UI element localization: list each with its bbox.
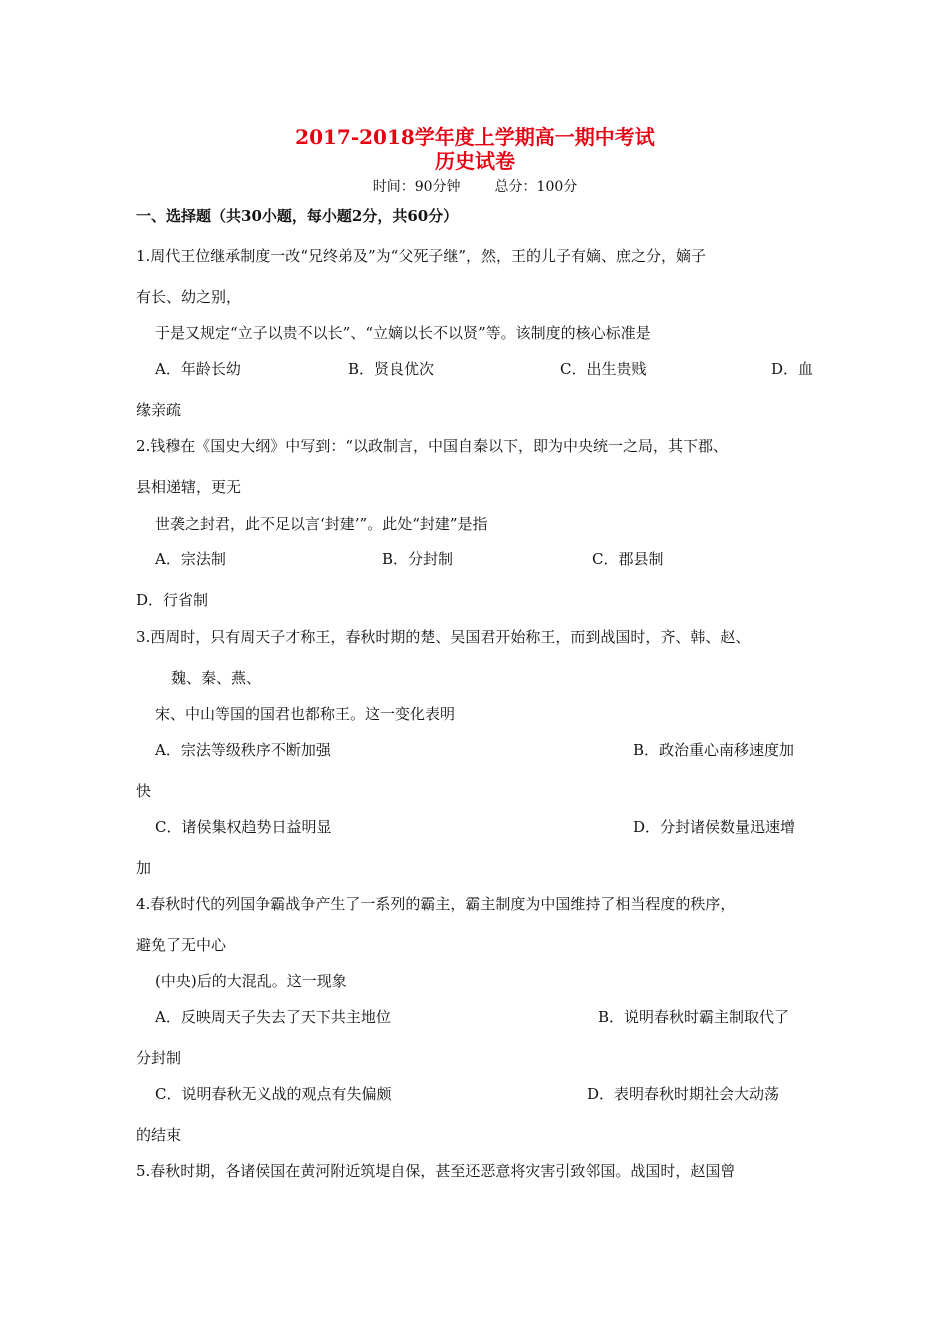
question-3-line-2: 魏、秦、燕、 xyxy=(171,669,262,687)
question-2-option-b: B．分封制 xyxy=(382,550,454,568)
question-4-option-b-continued: 分封制 xyxy=(136,1049,182,1067)
question-1-line-2: 有长、幼之别， xyxy=(136,288,242,306)
question-3-option-d: D．分封诸侯数量迅速增 xyxy=(633,818,796,836)
exam-meta xyxy=(0,178,950,196)
question-5-line-1: 5.春秋时期，各诸侯国在黄河附近筑堤自保，甚至还恶意将灾害引致邻国。战国时，赵国曾 xyxy=(136,1162,736,1180)
question-4-option-a: A．反映周天子失去了天下共主地位 xyxy=(155,1008,391,1026)
question-1-option-b: B．贤良优次 xyxy=(348,360,435,378)
question-1-line-3: 于是又规定“立子以贵不以长”、“立嫡以长不以贤”等。该制度的核心标准是 xyxy=(155,324,651,342)
question-4-option-b: B．说明春秋时霸主制取代了 xyxy=(598,1008,790,1026)
question-1-line-1: 1.周代王位继承制度一改“兄终弟及”为“父死子继”，然，王的儿子有嫡、庶之分，嫡子 xyxy=(136,247,706,265)
question-4-option-d: D．表明春秋时期社会大动荡 xyxy=(587,1085,780,1103)
question-2-line-3: 世袭之封君，此不足以言‘封建’”。此处“封建”是指 xyxy=(155,515,488,533)
question-4-line-2: 避免了无中心 xyxy=(136,936,227,954)
question-4-line-1: 4.春秋时代的列国争霸战争产生了一系列的霸主，霸主制度为中国维持了相当程度的秩序， xyxy=(136,895,736,913)
question-4-line-3: (中央)后的大混乱。这一现象 xyxy=(155,972,347,990)
question-3-line-3: 宋、中山等国的国君也都称王。这一变化表明 xyxy=(155,705,456,723)
question-3-option-c: C．诸侯集权趋势日益明显 xyxy=(155,818,332,836)
question-2-line-1: 2.钱穆在《国史大纲》中写到：“以政制言，中国自秦以下，即为中央统一之局，其下郡、 xyxy=(136,437,728,455)
question-2-option-d: D．行省制 xyxy=(136,591,209,609)
question-4-option-c: C．说明春秋无义战的观点有失偏颇 xyxy=(155,1085,392,1103)
exam-title: 2017-2018学年度上学期高一期中考试 xyxy=(295,125,655,149)
question-2-option-a: A．宗法制 xyxy=(155,550,226,568)
question-3-option-b-continued: 快 xyxy=(136,782,152,800)
question-1-option-c: C．出生贵贱 xyxy=(560,360,647,378)
question-3-option-d-continued: 加 xyxy=(136,859,152,877)
question-1-option-a: A．年龄长幼 xyxy=(155,360,241,378)
section-heading: 一、选择题（共30小题，每小题2分，共60分） xyxy=(136,207,459,225)
question-1-option-d-continued: 缘亲疏 xyxy=(136,401,182,419)
question-3-option-b: B．政治重心南移速度加 xyxy=(633,741,795,759)
question-1-option-d: D．血 xyxy=(771,360,814,378)
question-2-option-c: C．郡县制 xyxy=(592,550,664,568)
question-3-line-1: 3.西周时，只有周天子才称王，春秋时期的楚、吴国君开始称王，而到战国时，齐、韩、赵、 xyxy=(136,628,751,646)
question-4-option-d-continued: 的结束 xyxy=(136,1126,182,1144)
question-3-option-a: A．宗法等级秩序不断加强 xyxy=(155,741,331,759)
exam-subject-title: 历史试卷 xyxy=(435,149,515,173)
exam-time: 时间：90分钟 xyxy=(372,179,461,195)
exam-total-score: 总分：100分 xyxy=(494,179,578,195)
question-2-line-2: 县相递辖，更无 xyxy=(136,478,242,496)
